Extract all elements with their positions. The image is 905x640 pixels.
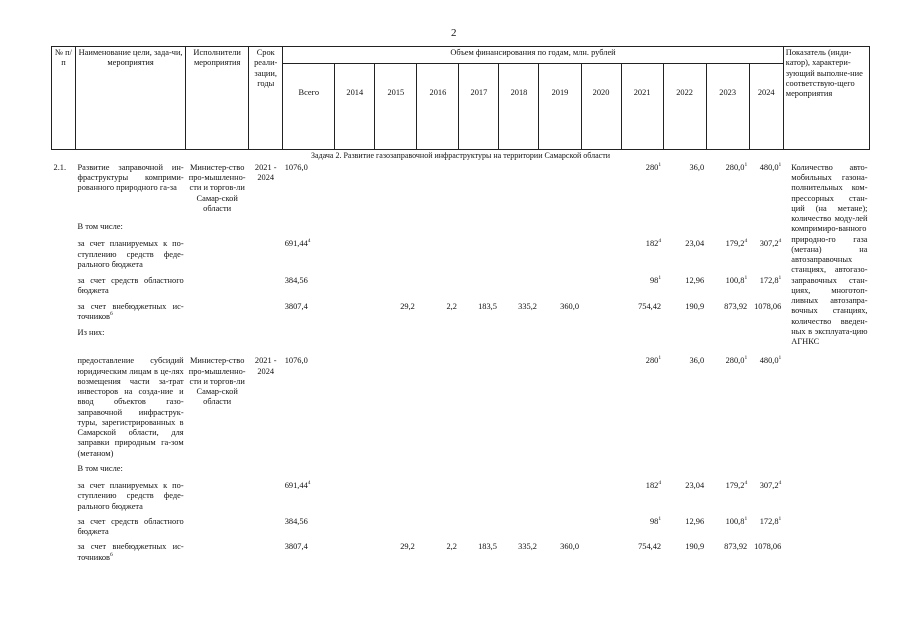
- cell-total: 3807,4: [284, 301, 308, 311]
- cell-2023: 179,2$^4$: [725, 238, 748, 249]
- cell-2024: 307,2$^4$: [759, 238, 782, 249]
- label-of-them: Из них:: [77, 327, 105, 337]
- table-header: [52, 47, 870, 150]
- header-total: Всего: [283, 64, 335, 150]
- header-num: № п/п: [52, 47, 76, 150]
- cell-2022: 12,96: [685, 275, 705, 285]
- header-year: 2019: [539, 64, 581, 150]
- row-num: 2.1.: [53, 162, 67, 172]
- label-including: В том числе:: [77, 221, 123, 231]
- cell-2017: 183,5: [478, 301, 497, 311]
- row-executor: Министер-ство про-мышленно-сти и торгов-ли Самар-ской области: [188, 162, 246, 213]
- row-name: Развитие заправочной ин-фраструктуры комприми-рованного природного га-за: [77, 162, 184, 193]
- cell-2022: 36,0: [689, 162, 705, 172]
- row-name: за счет внебюджетных ис-точников$^6$: [77, 301, 184, 321]
- table-row: [52, 162, 870, 216]
- cell-2021: $182^4$: [645, 238, 662, 249]
- financing-table: [51, 46, 870, 564]
- cell-2016: 2,2: [446, 301, 457, 311]
- cell-2024: 480,0$^1$: [759, 355, 782, 366]
- row-name: за счет средств областного бюджета: [77, 275, 184, 295]
- cell-2024: 172,8$^1$: [759, 274, 782, 285]
- row-name: за счет внебюджетных ис-точников$^6$: [77, 542, 184, 562]
- table-row: [52, 272, 870, 298]
- cell-total: 691,44$^4$: [284, 238, 311, 249]
- cell-2023: 179,2$^4$: [725, 480, 748, 490]
- table-row: [52, 538, 870, 564]
- cell-2024: 307,2$^4$: [759, 480, 782, 490]
- cell-2019: 360,0: [560, 301, 580, 311]
- table-body: [52, 150, 870, 564]
- header-term: Срок реали-зации, годы: [249, 47, 283, 150]
- cell-2024: 1078,06: [754, 542, 782, 552]
- row-name: за счет планируемых к по-ступлению средств феде-рального бюджета: [77, 239, 184, 269]
- cell-total: 384,56: [284, 275, 308, 285]
- row-term: 2021 - 2024: [254, 356, 277, 376]
- cell-2022: 23,04: [685, 239, 705, 249]
- row-executor: Министер-ство про-мышленно-сти и торгов-ли Самар-ской области: [188, 356, 246, 407]
- page-number: 2: [451, 27, 457, 39]
- cell-total: 691,44$^4$: [284, 480, 311, 490]
- cell-2021: $280^1$: [645, 161, 662, 172]
- table-row: [52, 513, 870, 539]
- table-row: [52, 298, 870, 324]
- cell-2024: 172,8$^1$: [759, 515, 782, 526]
- task-title: Задача 2. Развитие газозаправочной инфраструктуры на территории Самарской области: [311, 151, 610, 160]
- header-year: 2024: [749, 64, 783, 150]
- cell-2018: 335,2: [518, 301, 537, 311]
- cell-2019: 360,0: [560, 542, 580, 552]
- row-indicator: Количество авто-мобильных газона-полнительных ком-прессорных стан-ций (на метане); количество моду-лей компримиро-ванного природно-го газа (метана) на автозаправочных станциях, автогазо-заправочных стан-циях, многотоп-ливных автозапра-вочных станциях, количество введен-ных в эксплуата-цию АГНКС: [791, 162, 868, 346]
- header-year: 2020: [581, 64, 621, 150]
- row-name: предоставление субсидий юридическим лицам в це-лях возмещения части за-трат инвесторов на созда-ние и ввод объектов газо-заправочной инфраструк-туры, зарегистрированных в Самарской области, для заправки природным га-зом (метаном): [77, 356, 184, 458]
- row-term: 2021 - 2024: [254, 162, 277, 182]
- cell-2021: $98^1$: [649, 515, 662, 526]
- cell-2021: $98^1$: [649, 274, 662, 285]
- cell-2018: 335,2: [518, 542, 537, 552]
- cell-2023: 280,0$^1$: [725, 355, 748, 366]
- cell-2024: 480,0$^1$: [759, 161, 782, 172]
- cell-2022: 36,0: [689, 356, 705, 366]
- header-year: 2017: [459, 64, 499, 150]
- cell-2015: 29,2: [400, 301, 415, 311]
- header-year: 2021: [621, 64, 663, 150]
- label-including: В том числе:: [77, 463, 123, 473]
- cell-2015: 29,2: [400, 542, 415, 552]
- cell-2023: 100,8$^1$: [725, 515, 748, 526]
- cell-2023: 873,92: [724, 301, 748, 311]
- cell-2021: $280^1$: [645, 355, 662, 366]
- header-year: 2014: [335, 64, 375, 150]
- cell-2017: 183,5: [478, 542, 497, 552]
- cell-2022: 190,9: [685, 301, 705, 311]
- cell-total: 1076,0: [284, 162, 308, 172]
- table-row: [52, 475, 870, 513]
- cell-total: 1076,0: [284, 356, 308, 366]
- cell-2023: 873,92: [724, 542, 748, 552]
- cell-2021: 754,42: [638, 542, 662, 552]
- header-indicator: Показатель (инди-катор), характери-зующий выполне-ние соответствую-щего мероприятия: [783, 47, 869, 150]
- table-row: [52, 348, 870, 460]
- cell-2022: 12,96: [685, 516, 705, 526]
- cell-2022: 190,9: [685, 542, 705, 552]
- cell-2021: $182^4$: [645, 480, 662, 490]
- cell-2021: 754,42: [638, 301, 662, 311]
- header-year: 2022: [663, 64, 706, 150]
- table-row: [52, 233, 870, 271]
- row-name: за счет планируемых к по-ступлению средств феде-рального бюджета: [77, 481, 184, 511]
- cell-2023: 280,0$^1$: [725, 161, 748, 172]
- header-year: 2015: [375, 64, 417, 150]
- header-year: 2023: [706, 64, 749, 150]
- header-name: Наименование цели, зада-чи, мероприятия: [76, 47, 186, 150]
- row-name: за счет средств областного бюджета: [77, 516, 184, 536]
- header-funding: Объем финансирования по годам, млн. рублей: [283, 47, 784, 64]
- cell-2023: 100,8$^1$: [725, 274, 748, 285]
- header-executors: Исполнители мероприятия: [186, 47, 249, 150]
- cell-total: 384,56: [284, 516, 308, 526]
- cell-2024: 1078,06: [754, 301, 782, 311]
- header-year: 2016: [417, 64, 459, 150]
- header-year: 2018: [499, 64, 539, 150]
- cell-total: 3807,4: [284, 542, 308, 552]
- cell-2022: 23,04: [685, 481, 705, 490]
- cell-2016: 2,2: [446, 542, 457, 552]
